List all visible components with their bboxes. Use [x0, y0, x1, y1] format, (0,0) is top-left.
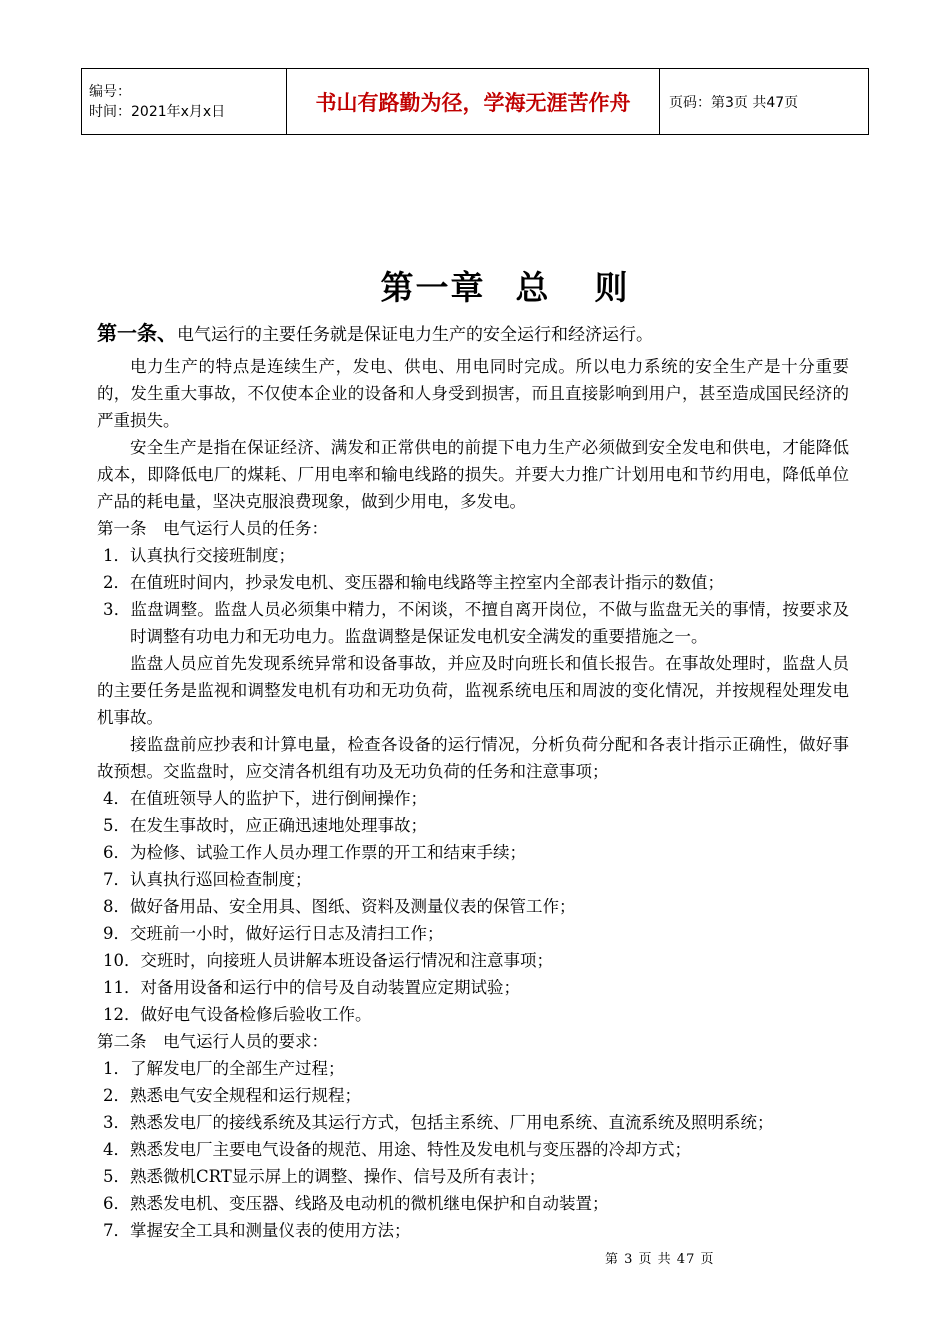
header-meta [82, 69, 287, 135]
list-item: 3．熟悉发电厂的接线系统及其运行方式，包括主系统、厂用电系统、直流系统及照明系统； [103, 1113, 774, 1132]
list-item: 6．为检修、试验工作人员办理工作票的开工和结束手续； [103, 843, 526, 862]
list-item: 1．认真执行交接班制度； [103, 546, 295, 565]
document-date: 时间：2021年x月x日 [89, 103, 226, 120]
chapter-title-word-2: 则 [594, 268, 630, 307]
list-item: 9．交班前一小时，做好运行日志及清扫工作； [103, 924, 444, 943]
paragraph: 电力生产的特点是连续生产，发电、供电、用电同时完成。所以电力系统的安全生产是十分重要的，发生重大事故，不仅使本企业的设备和人身受到损害，而且直接影响到用户，甚至造成国民经济的严重损失。 [97, 357, 849, 430]
document-body [97, 318, 849, 1244]
list-item: 12．做好电气设备检修后验收工作。 [103, 1005, 372, 1024]
article-heading: 第一条 电气运行人员的任务： [97, 519, 328, 538]
paragraph: 监盘人员应首先发现系统异常和设备事故，并应及时向班长和值长报告。在事故处理时，监盘人员的主要任务是监视和调整发电机有功和无功负荷，监视系统电压和周波的变化情况，并按规程处理发电机事故。 [97, 654, 849, 727]
list-item: 4．在值班领导人的监护下，进行倒闸操作； [103, 789, 427, 808]
chapter-title-number: 第一章 [380, 268, 486, 307]
list-item: 3．监盘调整。监盘人员必须集中精力，不闲谈，不擅自离开岗位，不做与监盘无关的事情，按要求及时调整有功电力和无功电力。监盘调整是保证发电机安全满发的重要措施之一。 [103, 600, 849, 646]
list-item: 7．掌握安全工具和测量仪表的使用方法； [103, 1221, 411, 1240]
paragraph: 接监盘前应抄表和计算电量，检查各设备的运行情况，分析负荷分配和各表计指示正确性，做好事故预想。交监盘时，应交清各机组有功及无功负荷的任务和注意事项； [97, 735, 849, 781]
list-item: 10．交班时，向接班人员讲解本班设备运行情况和注意事项； [103, 951, 553, 970]
chapter-title [0, 262, 950, 309]
list-item: 6．熟悉发电机、变压器、线路及电动机的微机继电保护和自动装置； [103, 1194, 609, 1213]
list-item: 7．认真执行巡回检查制度； [103, 870, 312, 889]
header-motto: 书山有路勤为径，学海无涯苦作舟 [287, 69, 660, 135]
document-header [81, 68, 869, 135]
article-heading: 第二条 电气运行人员的要求： [97, 1032, 328, 1051]
list-item: 1．了解发电厂的全部生产过程； [103, 1059, 345, 1078]
header-page-info: 页码：第3页 共47页 [660, 69, 869, 135]
list-item: 5．在发生事故时，应正确迅速地处理事故； [103, 816, 427, 835]
paragraph: 安全生产是指在保证经济、满发和正常供电的前提下电力生产必须做到安全发电和供电，才能降低成本，即降低电厂的煤耗、厂用电率和输电线路的损失。并要大力推广计划用电和节约用电，降低单位产品的耗电量，坚决克服浪费现象，做到少用电，多发电。 [97, 438, 849, 511]
list-item: 2．熟悉电气安全规程和运行规程； [103, 1086, 361, 1105]
lead-article-label: 第一条、 [97, 321, 177, 345]
lead-article-text: 电气运行的主要任务就是保证电力生产的安全运行和经济运行。 [177, 325, 653, 345]
list-item: 8．做好备用品、安全用具、图纸、资料及测量仪表的保管工作； [103, 897, 576, 916]
lead-article [97, 318, 849, 350]
list-item: 11．对备用设备和运行中的信号及自动装置应定期试验； [103, 978, 520, 997]
chapter-title-word-1: 总 [515, 268, 551, 307]
document-code-label: 编号： [89, 83, 131, 100]
page-footer: 第 3 页 共 47 页 [605, 1252, 715, 1267]
list-item: 4．熟悉发电厂主要电气设备的规范、用途、特性及发电机与变压器的冷却方式； [103, 1140, 691, 1159]
list-item: 2．在值班时间内，抄录发电机、变压器和输电线路等主控室内全部表计指示的数值； [103, 573, 724, 592]
list-item: 5．熟悉微机CRT显示屏上的调整、操作、信号及所有表计； [103, 1167, 546, 1186]
